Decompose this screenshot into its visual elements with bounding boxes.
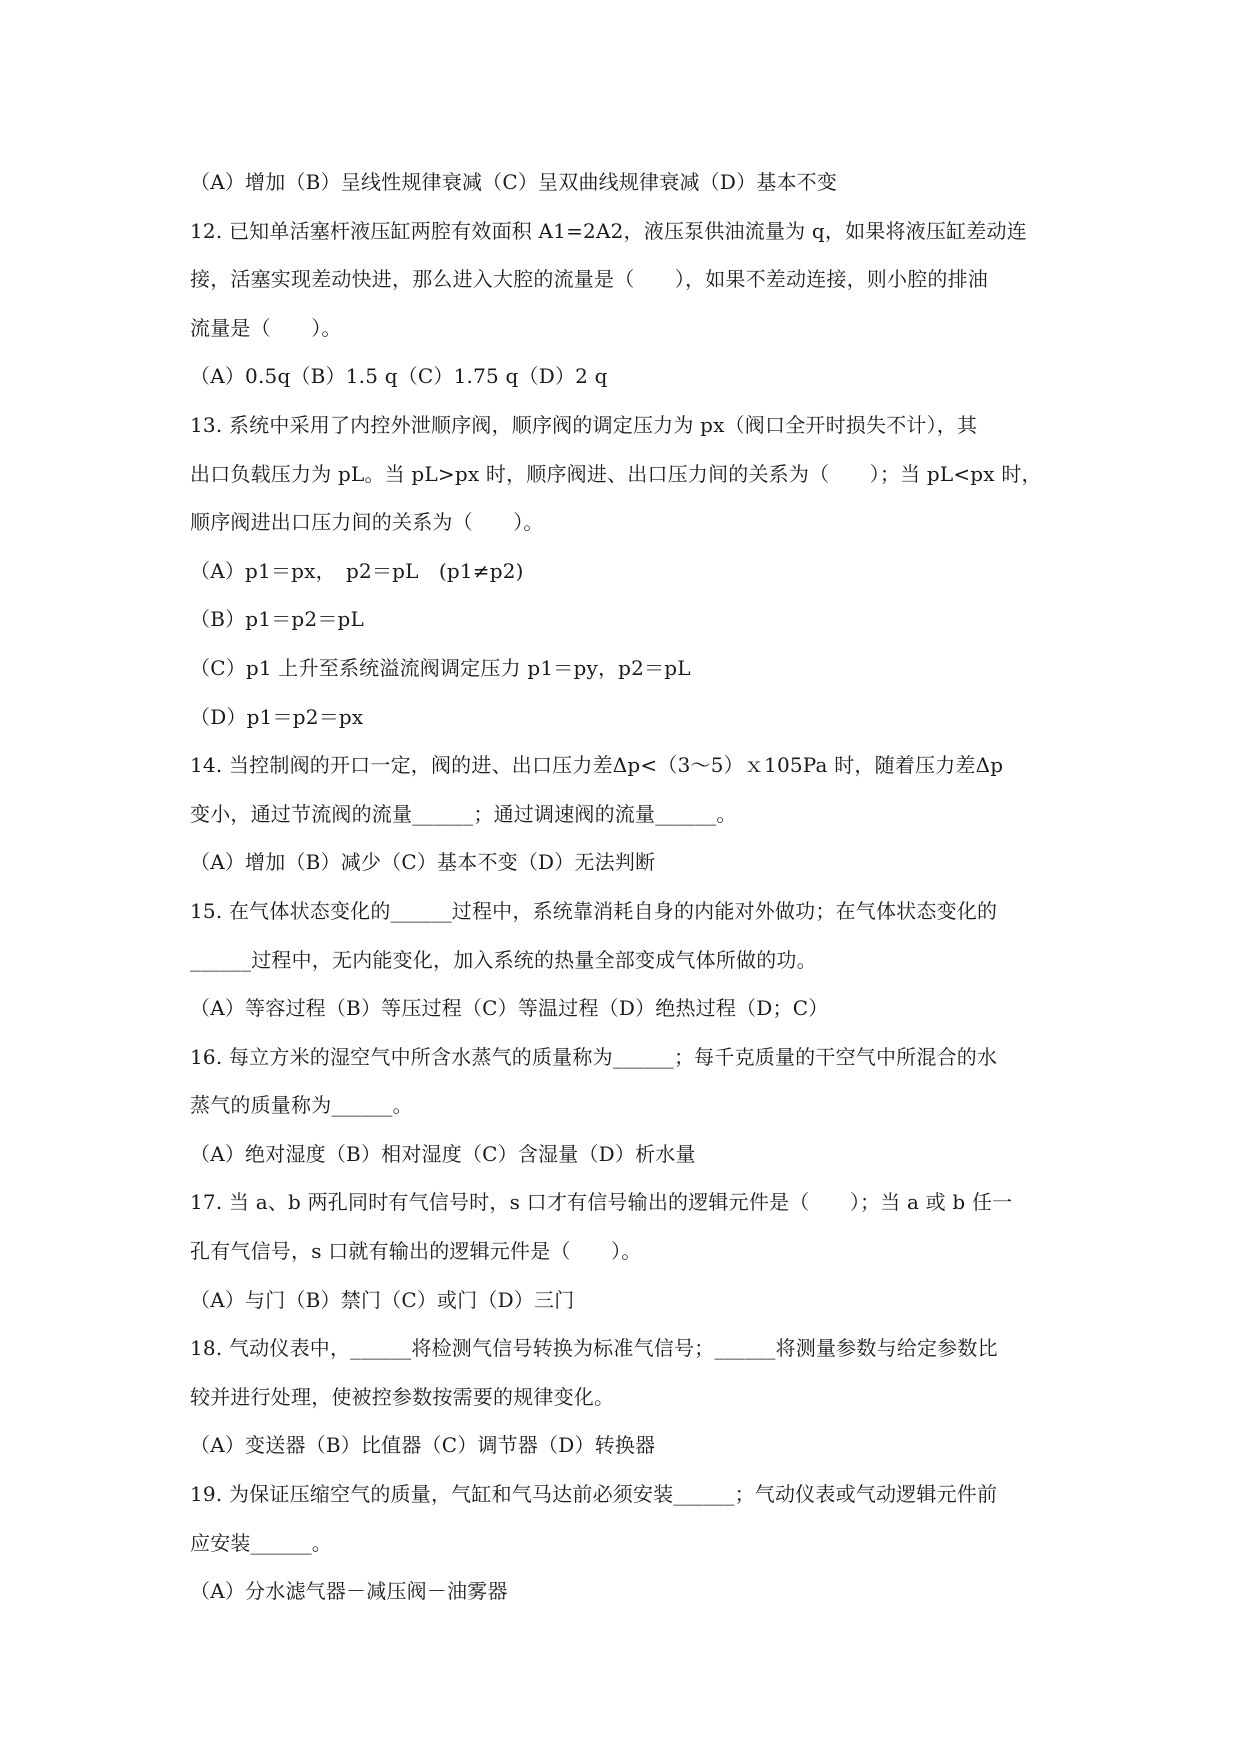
text-line: 较并进行处理，使被控参数按需要的规律变化。	[190, 1384, 615, 1409]
question-13: 13. 系统中采用了内控外泄顺序阀，顺序阀的调定压力为 px（阀口全开时损失不计），其	[190, 412, 978, 437]
options-16: （A）绝对湿度（B）相对湿度（C）含湿量（D）析水量	[190, 1141, 696, 1166]
text-line: 流量是（ ）。	[190, 315, 342, 340]
text-line: ______过程中，无内能变化，加入系统的热量全部变成气体所做的功。	[190, 947, 817, 972]
question-14: 14. 当控制阀的开口一定，阀的进、出口压力差Δp<（3～5）ｘ105Pa 时，随着压力差Δp	[190, 753, 1004, 778]
option-13-b: （B）p1＝p2＝pL	[190, 607, 365, 632]
text-line: 顺序阀进出口压力间的关系为（ ）。	[190, 510, 544, 535]
text-line: 出口负载压力为 pL。当 pL>px 时，顺序阀进、出口压力间的关系为（ ）；当 pL<px 时，	[190, 461, 1042, 486]
question-12: 12. 已知单活塞杆液压缸两腔有效面积 A1=2A2，液压泵供油流量为 q，如果将液压缸差动连	[190, 218, 1027, 243]
text-line: 应安装______。	[190, 1530, 332, 1555]
option-13-a: （A）p1＝px， p2＝pL (p1≠p2)	[190, 558, 524, 583]
text-line: （A）增加（B）呈线性规律衰减（C）呈双曲线规律衰减（D）基本不变	[190, 170, 838, 194]
option-13-c: （C）p1 上升至系统溢流阀调定压力 p1＝py，p2＝pL	[190, 655, 691, 680]
option-13-d: （D）p1＝p2＝px	[190, 704, 364, 729]
question-19: 19. 为保证压缩空气的质量，气缸和气马达前必须安装______；气动仪表或气动逻辑元件前	[190, 1482, 998, 1507]
options-18: （A）变送器（B）比值器（C）调节器（D）转换器	[190, 1433, 656, 1458]
question-15: 15. 在气体状态变化的______过程中，系统靠消耗自身的内能对外做功；在气体状态变化的	[190, 898, 998, 923]
options-15: （A）等容过程（B）等压过程（C）等温过程（D）绝热过程（D；C）	[190, 996, 829, 1021]
text-line: 蒸气的质量称为______。	[190, 1093, 413, 1118]
question-16: 16. 每立方米的湿空气中所含水蒸气的质量称为______；每千克质量的干空气中所混合的水	[190, 1044, 998, 1069]
question-18: 18. 气动仪表中，______将检测气信号转换为标准气信号；______将测量参数与给定参数比	[190, 1336, 998, 1361]
question-17: 17. 当 a、b 两孔同时有气信号时，s 口才有信号输出的逻辑元件是（ ）；当 a 或 b 任一	[190, 1190, 1013, 1215]
options-12: （A）0.5q（B）1.5 q（C）1.75 q（D）2 q	[190, 364, 608, 389]
text-line: 接，活塞实现差动快进，那么进入大腔的流量是（ ），如果不差动连接，则小腔的排油	[190, 267, 988, 292]
text-line: 孔有气信号，s 口就有输出的逻辑元件是（ ）。	[190, 1239, 642, 1264]
options-14: （A）增加（B）减少（C）基本不变（D）无法判断	[190, 850, 656, 875]
options-19: （A）分水滤气器－减压阀－油雾器	[190, 1579, 508, 1604]
document-body	[190, 158, 1070, 1616]
options-17: （A）与门（B）禁门（C）或门（D）三门	[190, 1287, 575, 1312]
text-line: 变小，通过节流阀的流量______；通过调速阀的流量______。	[190, 801, 737, 826]
